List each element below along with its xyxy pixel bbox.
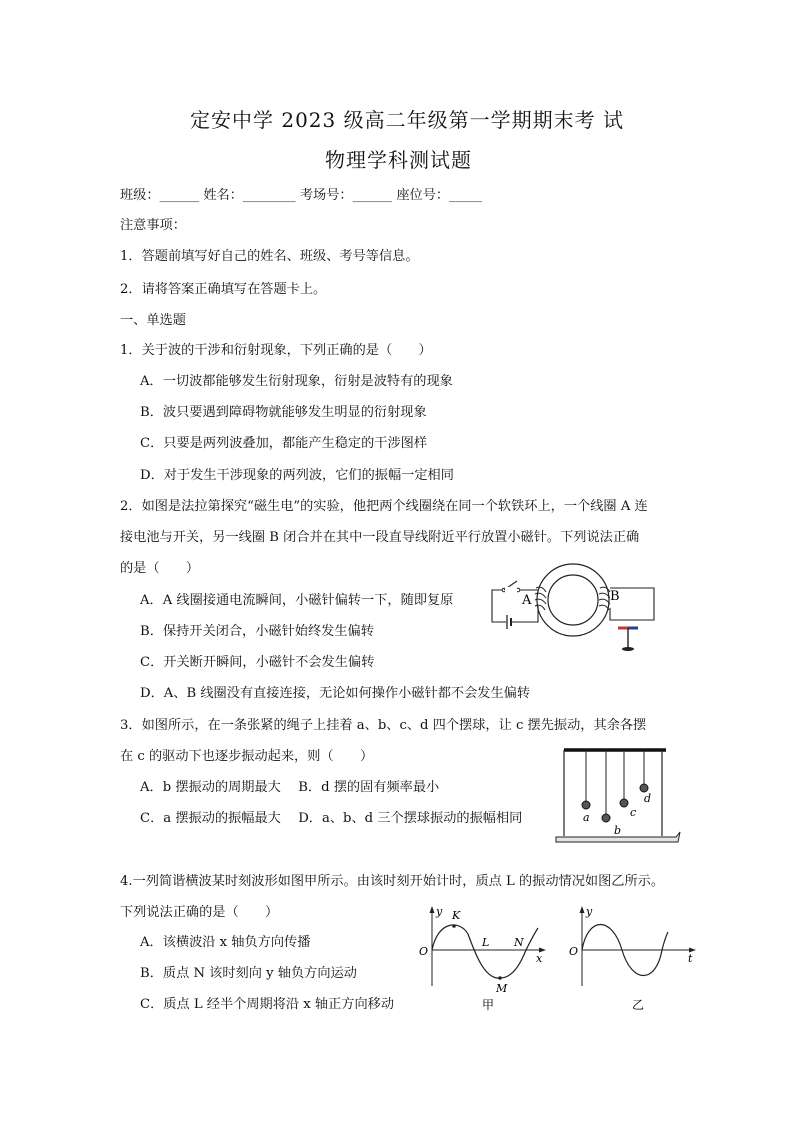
t-label: t (688, 952, 693, 965)
q3-stem-line: 3．如图所示，在一条张紧的绳子上挂着 a、b、c、d 四个摆球，让 c 摆先振动，其余各摆 (120, 718, 647, 733)
q3-pendulum-figure (554, 742, 684, 854)
notes-heading: 注意事项： (120, 218, 186, 233)
iron-ring-inner (548, 575, 598, 625)
l-label: L (482, 936, 490, 949)
q1-option-a: A．一切波都能够发生衍射现象，衍射是波特有的现象 (140, 374, 453, 389)
wave-curve (432, 925, 538, 978)
exam-title: 定安中学 2023 级高二年级第一学期期末考 试 (190, 108, 624, 132)
section-heading: 一、单选题 (120, 313, 186, 328)
q4-option-b: B．质点 N 该时刻向 y 轴负方向运动 (140, 966, 357, 981)
pendulum-d-label: d (644, 792, 652, 805)
q4-figure-jia-waveform (414, 904, 554, 1014)
y-axis-arrow (580, 906, 585, 913)
q1-option-b: B．波只要遇到障碍物就能够发生明显的衍射现象 (140, 405, 427, 420)
note-item: 1．答题前填写好自己的姓名、班级、考号等信息。 (120, 249, 419, 264)
q4-stem-line: 下列说法正确的是（ ） (120, 905, 279, 920)
q2-stem-line: 接电池与开关，另一线圈 B 闭合并在其中一段直导线附近平行放置小磁针。下列说法正确 (120, 530, 640, 545)
origin-label: O (419, 945, 429, 958)
q1-option-c: C．只要是两列波叠加，都能产生稳定的干涉图样 (140, 436, 428, 451)
q2-option-c: C．开关断开瞬间，小磁针不会发生偏转 (140, 655, 375, 670)
q4-option-c: C．质点 L 经半个周期将沿 x 轴正方向移动 (140, 997, 395, 1012)
q2-faraday-ring-figure (490, 562, 660, 657)
note-item: 2．请将答案正确填写在答题卡上。 (120, 282, 327, 297)
q2-stem-line: 的是（ ） (120, 561, 200, 576)
pendulum-d-ball (640, 784, 648, 792)
switch-gap-mask (505, 587, 517, 593)
coil-a-return-wire (511, 606, 538, 622)
q3-options-ab: A．b 摆振动的周期最大 B．d 摆的固有频率最小 (140, 780, 440, 795)
q2-stem-line: 2．如图是法拉第探究“磁生电”的实验，他把两个线圈绕在同一个软铁环上，一个线圈 A 连 (120, 499, 648, 514)
q3-options-cd: C．a 摆振动的振幅最大 D．a、b、d 三个摆球振动的振幅相同 (140, 811, 523, 826)
pendulum-b-ball (602, 814, 610, 822)
y-label: y (586, 905, 593, 918)
q2-option-d: D．A、B 线圈没有直接连接，无论如何操作小磁针都不会发生偏转 (140, 686, 531, 701)
origin-label: O (569, 945, 579, 958)
n-label: N (514, 936, 524, 949)
q4-stem-line: 4.一列简谐横波某时刻波形如图甲所示。由该时刻开始计时，质点 L 的振动情况如图乙所示。 (120, 874, 665, 889)
compass-base (622, 647, 634, 651)
q2-option-a: A．A 线圈接通电流瞬间，小磁针偏转一下，随即复原 (140, 593, 454, 608)
k-label: K (452, 909, 461, 922)
exam-subtitle: 物理学科测试题 (325, 148, 472, 172)
pendulum-a-label: a (583, 811, 590, 824)
y-label: y (436, 905, 443, 918)
m-label: M (496, 982, 508, 995)
coil-a-label: A (522, 593, 532, 608)
pendulum-c-label: c (630, 806, 637, 819)
q4-option-a: A．该横波沿 x 轴负方向传播 (140, 935, 311, 950)
q3-stem-line: 在 c 的驱动下也逐步振动起来，则（ ） (120, 749, 374, 764)
coil-b-label: B (610, 589, 620, 604)
pendulum-c-ball (620, 799, 628, 807)
x-label: x (536, 952, 543, 965)
y-axis-arrow (430, 906, 435, 913)
q1-option-d: D．对于发生干涉现象的两列波，它们的振幅一定相同 (140, 468, 454, 483)
q4-figure-yi-vibration (564, 904, 704, 1014)
pendulum-a-ball (582, 801, 590, 809)
caption-yi: 乙 (632, 998, 645, 1012)
point-k (452, 924, 456, 928)
point-m (498, 976, 502, 980)
caption-jia: 甲 (482, 998, 495, 1012)
pendulum-b-label: b (614, 824, 622, 837)
student-info-line: 班级：______ 姓名：________ 考场号：______ 座位号：_____ (120, 188, 483, 203)
q1-stem: 1．关于波的干涉和衍射现象，下列正确的是（ ） (120, 343, 432, 358)
q2-option-b: B．保持开关闭合，小磁针始终发生偏转 (140, 624, 374, 639)
